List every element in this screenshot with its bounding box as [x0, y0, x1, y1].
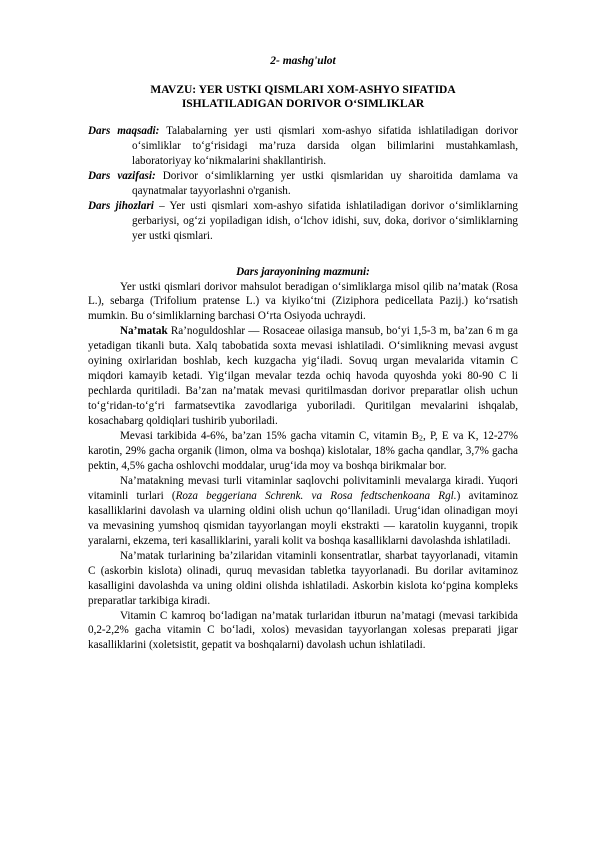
- term-rosa: Na’matak: [120, 325, 168, 338]
- topic-title-line-2: ISHLATILADIGAN DORIVOR O‘SIMLIKLAR: [181, 98, 425, 111]
- lesson-task-text: Dorivor o‘simliklarning yer ustki qismlaridan uy sharoitida damlama va qaynatmalar tayyorlashni o'rganish.: [132, 169, 518, 197]
- paragraph-rosa-description: [88, 324, 518, 429]
- paragraph-intro: Yer ustki qismlari dorivor mahsulot beradigan o‘simliklarga misol qilib na’matak (Rosa L.), sebarga (Trifolium pratense L.) va kiyiko‘tni (Ziziphora pedicellata Pazij.) ko‘rsatish mumkin. Bu o‘simliklarning barchasi O‘rta Osiyoda uchraydi.: [88, 280, 518, 323]
- composition-text-end: , P, E va K, 12-27% karotin, 29% gacha organik (limon, olma va boshqa) kislotalar, 18% gacha qandlar, 3,7% gacha pektin, 4,5% gacha oshlovchi moddalar, urug‘ida moy va boshqa birikmalar bor.: [88, 430, 518, 472]
- lesson-task-label: Dars vazifasi:: [88, 169, 156, 182]
- lesson-goal: [88, 124, 518, 169]
- lesson-task: [88, 169, 518, 199]
- lesson-number: 2- mashg'ulot: [270, 55, 336, 67]
- lesson-equipment: [88, 199, 518, 244]
- paragraph-uses: [88, 474, 518, 549]
- composition-text-start: Mevasi tarkibida 4-6%, ba’zan 15% gacha vitamin C, vitamin B: [120, 430, 420, 443]
- uses-text-start: Na’matakning mevasi turli vitaminlar saqlovchi polivitaminli mevalarga kiradi. Yuqori vitaminli turlari (: [88, 474, 518, 502]
- topic-title: [88, 83, 518, 112]
- section-title: Dars jarayonining mazmuni:: [236, 265, 370, 278]
- topic-title-line-1: MAVZU: YER USTKI QISMLARI XOM-ASHYO SIFATIDA: [150, 83, 456, 96]
- paragraph-holosas: Vitamin C kamroq bo‘ladigan na’matak turlaridan itburun na’matagi (mevasi tarkibida 0,2-2,2% gacha vitamin C bo‘ladi, xolos) mevasidan tayyorlangan xolesas preparati jigar kasalliklarini (xoletsistit, gepatit va boshqalarni) davolash uchun ishlatiladi.: [88, 609, 518, 652]
- lesson-goal-text: Talabalarning yer usti qismlari xom-ashyo sifatida ishlatiladigan dorivor o‘simliklar to‘g‘risidagi ma’ruza darsida olgan bilimlarini mustahkamlash, laboratoriyay ko‘nikmalarini shakllantirish.: [132, 124, 518, 167]
- paragraph-preparations: Na’matak turlarining ba’zilaridan vitaminli konsentratlar, sharbat tayyorlanadi, vitamin C (askorbin kislota) olinadi, quruq mevasidan tabletka tayyorlanadi. Bu dorilar avitaminoz kasalligini davolashda va uning oldini olishda ishlatiladi. Askorbin kislota ko‘pgina kompleks preparatlar tarkibiga kiradi.: [88, 549, 518, 607]
- lesson-equipment-text: – Yer usti qismlari xom-ashyo sifatida ishlatiladigan dorivor o‘simliklarning gerbariysi, og‘zi yopiladigan idish, o‘lchov idishi, suv, doka, dorivor o‘simliklarning yer ustki qismlari.: [132, 199, 518, 242]
- uses-text-end: ) avitaminoz kasalliklarini davolash va ularning oldini olish uchun qo‘llaniladi. Urug‘idan olinadigan moyi va mevasining yumshoq qismidan tayyorlangan moyli ekstrakti — karatolin kuyganni, tropik yaralarni, ekzema, teri kasalliklarini, yarali kolit va boshqa kasalliklarni davolashda ishlatiladi.: [88, 489, 518, 547]
- lesson-goal-label: Dars maqsadi:: [88, 124, 160, 137]
- lesson-equipment-label: Dars jihozlari: [88, 199, 154, 212]
- paragraph-composition: [88, 429, 518, 474]
- paragraph-rosa-description-text: Ra’noguldoshlar — Rosaceae oilasiga mansub, bo‘yi 1,5-3 m, ba’zan 6 m ga yetadigan tikanli buta. Xalq tabobatida soxta mevasi ishlatiladi. O‘simlikning mevasi avgust oyining oxirlaridan boshlab, kech kuzgacha yig‘iladi. Sovuq urgan mevalarida vitamin C miqdori kamayib ketadi. Yig‘ilgan mevalar tezda ochiq havoda quyoshda yoki 80-90 C li pechlarda quritiladi. Ba’zan na’matak mevasi quritilmasdan dorivor preparatlar olish uchun to‘g‘ridan-to‘g‘ri farmatsevtika zavodlariga yuboriladi. Quritilgan mevalarini ishqalab, kosachabarg qoldiqlari tushirib yuboriladi.: [88, 325, 518, 428]
- subscript-2: 2: [419, 433, 423, 443]
- species-names: Roza beggeriana Schrenk. va Rosa fedtschenkoana Rgl.: [175, 489, 457, 502]
